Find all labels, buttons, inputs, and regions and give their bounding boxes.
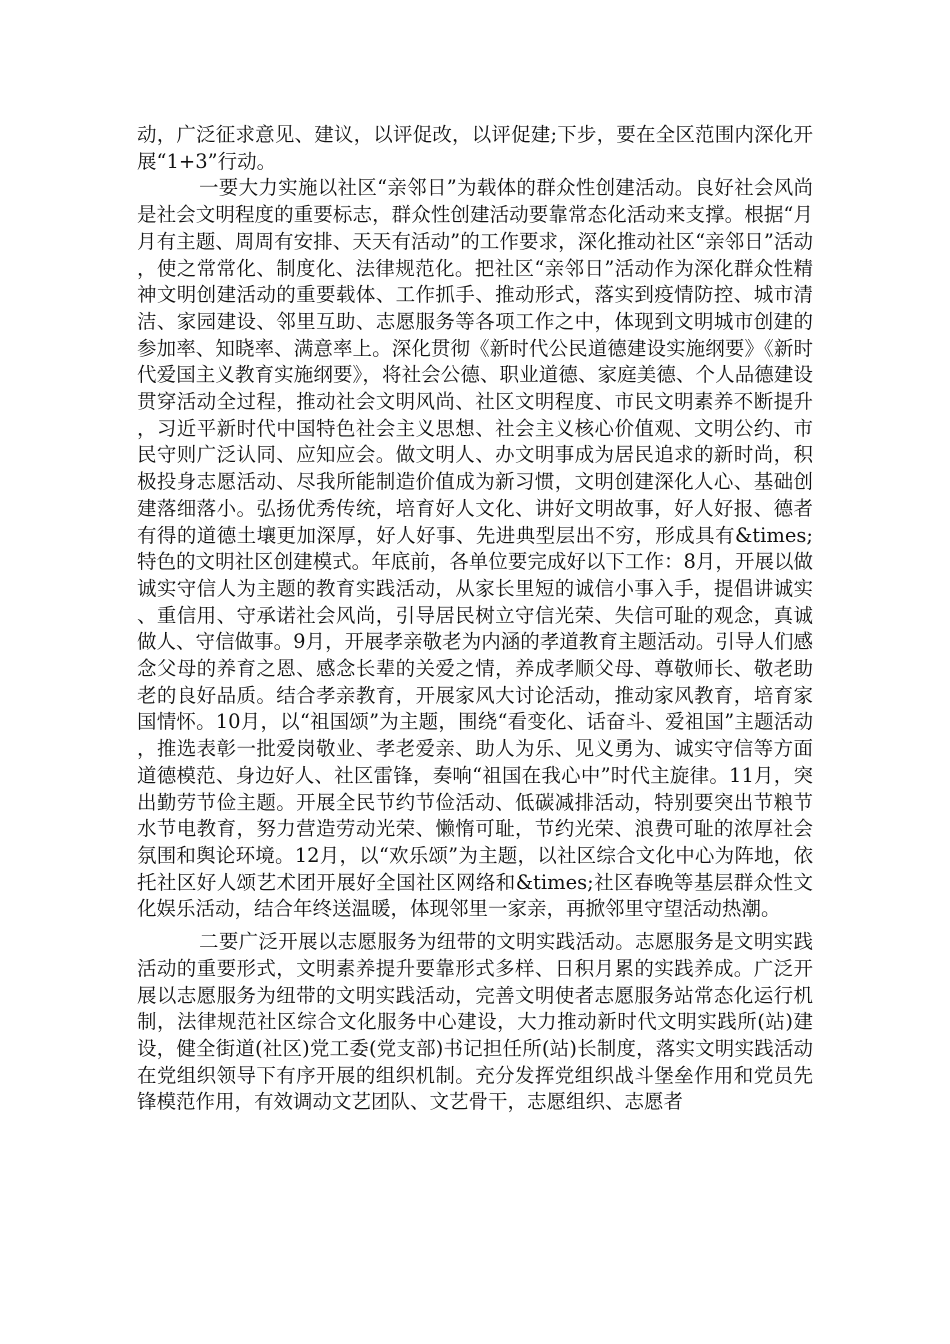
document-page: [137, 122, 813, 1116]
paragraph-neighbor-day: 一要大力实施以社区“亲邻日”为载体的群众性创建活动。良好社会风尚是社会文明程度的重要标志，群众性创建活动要靠常态化活动来支撑。根据“月月有主题、周周有安排、天天有活动”的工作要求，深化推动社区“亲邻日”活动，使之常常化、制度化、法律规范化。把社区“亲邻日”活动作为深化群众性精神文明创建活动的重要载体、工作抓手、推动形式，落实到疫情防控、城市清洁、家园建设、邻里互助、志愿服务等各项工作之中，体现到文明城市创建的参加率、知晓率、满意率上。深化贯彻《新时代公民道德建设实施纲要》《新时代爱国主义教育实施纲要》，将社会公德、职业道德、家庭美德、个人品德建设贯穿活动全过程，推动社会文明风尚、社区文明程度、市民文明素养不断提升，习近平新时代中国特色社会主义思想、社会主义核心价值观、文明公约、市民守则广泛认同、应知应会。做文明人、办文明事成为居民追求的新时尚，积极投身志愿活动、尽我所能制造价值成为新习惯，文明创建深化人心、基础创建落细落小。弘扬优秀传统，培育好人文化、讲好文明故事，好人好报、德者有得的道德土壤更加深厚，好人好事、先进典型层出不穷，形成具有&times;特色的文明社区创建模式。年底前，各单位要完成好以下工作：8月，开展以做诚实守信人为主题的教育实践活动，从家长里短的诚信小事入手，提倡讲诚实、重信用、守承诺社会风尚，引导居民树立守信光荣、失信可耻的观念，真诚做人、守信做事。9月，开展孝亲敬老为内涵的孝道教育主题活动。引导人们感念父母的养育之恩、感念长辈的关爱之情，养成孝顺父母、尊敬师长、敬老助老的良好品质。结合孝亲教育，开展家风大讨论活动，推动家风教育，培育家国情怀。10月，以“祖国颂”为主题，围绕“看变化、话奋斗、爱祖国”主题活动，推选表彰一批爱岗敬业、孝老爱亲、助人为乐、见义勇为、诚实守信等方面道德模范、身边好人、社区雷锋，奏响“祖国在我心中”时代主旋律。11月，突出勤劳节俭主题。开展全民节约节俭活动、低碳减排活动，特别要突出节粮节水节电教育，努力营造劳动光荣、懒惰可耻，节约光荣、浪费可耻的浓厚社会氛围和舆论环境。12月，以“欢乐颂”为主题，以社区综合文化中心为阵地，依托社区好人颂艺术团开展好全国社区网络和&times;社区春晚等基层群众性文化娱乐活动，结合年终送温暖，体现邻里一家亲，再掀邻里守望活动热潮。: [137, 176, 813, 921]
paragraph-volunteer-service: 二要广泛开展以志愿服务为纽带的文明实践活动。志愿服务是文明实践活动的重要形式，文明素养提升要靠形式多样、日积月累的实践养成。广泛开展以志愿服务为纽带的文明实践活动，完善文明使者志愿服务站常态化运行机制，法律规范社区综合文化服务中心建设，大力推动新时代文明实践所(站)建设，健全街道(社区)党工委(党支部)书记担任所(站)长制度，落实文明实践活动在党组织领导下有序开展的组织机制。充分发挥党组织战斗堡垒作用和党员先锋模范作用，有效调动文艺团队、文艺骨干，志愿组织、志愿者: [137, 930, 813, 1114]
paragraph-continuation: 动，广泛征求意见、建议，以评促改，以评促建;下步，要在全区范围内深化开展“1+3”行动。: [137, 123, 813, 173]
